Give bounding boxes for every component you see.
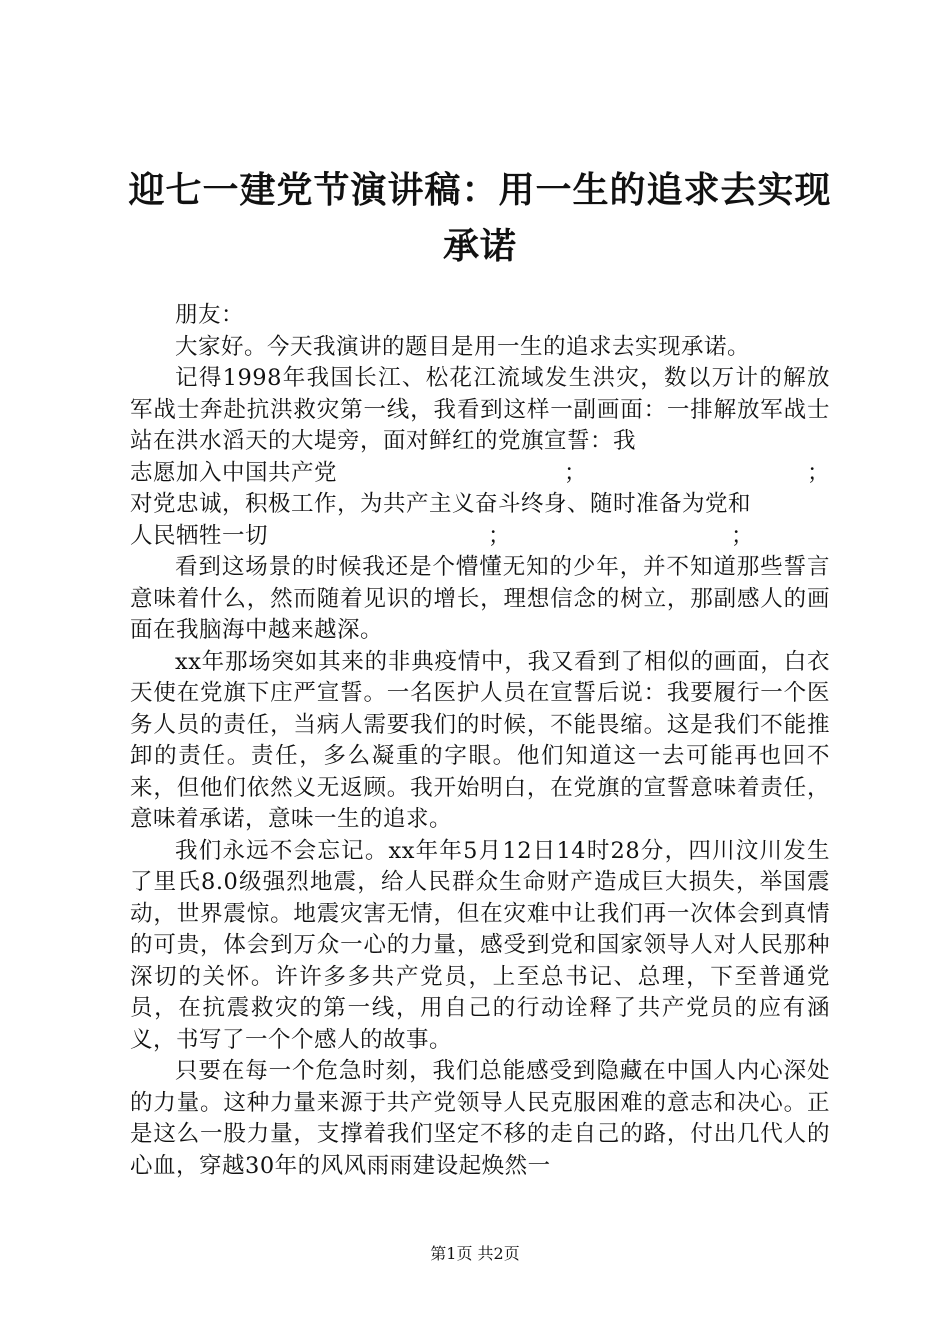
document-body: [130, 300, 830, 1182]
page-number-footer: 第1页 共2页: [430, 1244, 520, 1263]
paragraph-youth: 看到这场景的时候我还是个懵懂无知的少年，并不知道那些誓言意味着什么，然而随着见识的增长，理想信念的树立，那副感人的画面在我脑海中越来越深。: [130, 554, 830, 643]
paragraph-flood: 记得1998年我国长江、松花江流域发生洪灾，数以万计的解放军战士奔赴抗洪救灾第一线，我看到这样一副画面：一排解放军战士站在洪水滔天的大堤旁，面对鲜红的党旗宣誓：我: [130, 365, 830, 454]
paragraph-strength: 只要在每一个危急时刻，我们总能感受到隐藏在中国人内心深处的力量。这种力量来源于共产党领导人民克服困难的意志和决心。正是这么一股力量，支撑着我们坚定不移的走自己的路，付出几代人的心血，穿越30年的风风雨雨建设起焕然一: [130, 1058, 830, 1179]
oath-separator-4: ；: [731, 522, 755, 549]
document-title: 迎七一建党节演讲稿：用一生的追求去实现承诺: [128, 169, 832, 267]
paragraph-intro: 大家好。今天我演讲的题目是用一生的追求去实现承诺。: [175, 333, 751, 360]
paragraph-earthquake: 我们永远不会忘记。xx年年5月12日14时28分，四川汶川发生了里氏8.0级强烈地震，给人民群众生命财产造成巨大损失，举国震动，世界震惊。地震灾害无情，但在灾难中让我们再一次体会到真情的可贵，体会到万众一心的力量，感受到党和国家领导人对人民那种深切的关怀。许许多多共产党员，上至总书记、总理，下至普通党员，在抗震救灾的第一线，用自己的行动诠释了共产党员的应有涵义，书写了一个个感人的故事。: [130, 837, 830, 1053]
oath-separator-3: ；: [488, 522, 512, 549]
greeting: 朋友：: [175, 302, 245, 328]
oath-separator-1: ；: [563, 459, 587, 486]
oath-separator-2: ；: [806, 459, 830, 486]
oath-text-1: 志愿加入中国共产党: [130, 459, 338, 486]
paragraph-sars: xx年那场突如其来的非典疫情中，我又看到了相似的画面，白衣天使在党旗下庄严宣誓。一名医护人员在宣誓后说：我要履行一个医务人员的责任，当病人需要我们的时候，不能畏缩。这是我们不能推卸的责任。责任，多么凝重的字眼。他们知道这一去可能再也回不来，但他们依然义无返顾。我开始明白，在党旗的宣誓意味着责任，意味着承诺，意味一生的追求。: [130, 648, 830, 832]
oath-line-2: [130, 489, 830, 521]
oath-text-3: 人民牺牲一切: [130, 522, 269, 549]
oath-text-2: 对党忠诚，积极工作，为共产主义奋斗终身、随时准备为党和: [130, 491, 752, 517]
oath-line-3: [130, 521, 830, 553]
oath-line-1: [130, 458, 830, 490]
